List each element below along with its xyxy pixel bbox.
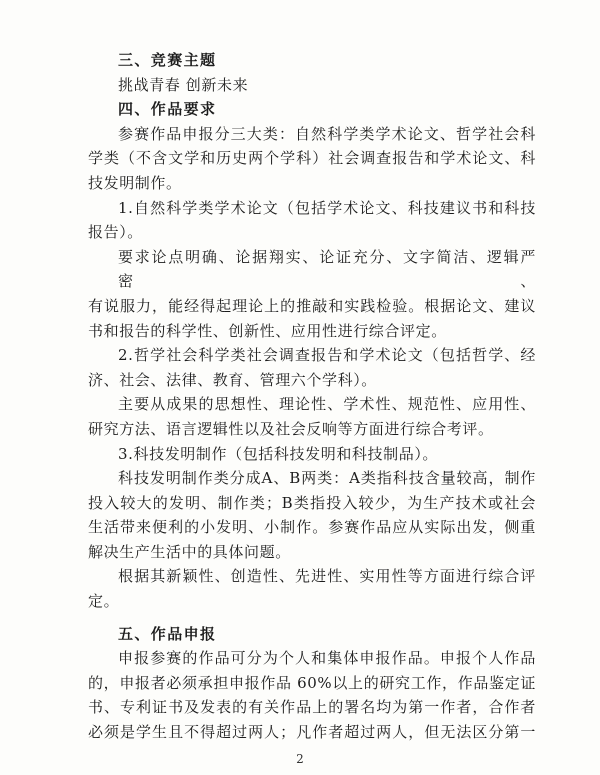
paragraph-line: 研究方法、语言逻辑性以及社会反响等方面进行综合考评。 <box>88 419 494 438</box>
paragraph-line: 投入较大的发明、制作类；B类指投入较少，为生产技术或社会 <box>88 493 536 512</box>
list-item-invention: 3.科技发明制作（包括科技发明和科技制品）。 <box>118 444 439 463</box>
document-body <box>88 48 536 745</box>
paragraph-line: 要求论点明确、论据翔实、论证充分、文字简洁、逻辑严密、 <box>118 247 536 291</box>
paragraph-line: 科技发明制作类分成A、B两类：A类指科技含量较高，制作 <box>118 469 536 488</box>
paragraph-line: 定。 <box>88 592 120 611</box>
paragraph-line: 参赛作品申报分三大类：自然科学类学术论文、哲学社会科 <box>118 124 536 143</box>
paragraph-line: 书和报告的科学性、创新性、应用性进行综合评定。 <box>88 321 447 340</box>
paragraph-line: 申报参赛的作品可分为个人和集体申报作品。申报个人作品 <box>118 649 536 668</box>
theme-text: 挑战青春 创新未来 <box>118 75 249 94</box>
paragraph-line: 技发明制作。 <box>88 173 182 192</box>
section-heading-requirements: 四、作品要求 <box>118 100 217 119</box>
list-item-social-science: 2.哲学社会科学类社会调查报告和学术论文（包括哲学、经 <box>118 346 536 365</box>
paragraph-line: 有说服力，能经得起理论上的推敲和实践检验。根据论文、建议 <box>88 296 536 315</box>
list-item-natural-science: 1.自然科学类学术论文（包括学术论文、科技建议书和科技 <box>118 198 536 217</box>
paragraph-line: 报告）。 <box>88 223 143 242</box>
paragraph-line: 的，申报者必须承担申报作品 60%以上的研究工作，作品鉴定证 <box>88 673 536 692</box>
paragraph-line: 主要从成果的思想性、理论性、学术性、规范性、应用性、 <box>118 395 536 414</box>
page-number: 2 <box>296 752 304 766</box>
paragraph-line: 必须是学生且不得超过两人；凡作者超过两人，但无法区分第一 <box>88 723 536 742</box>
paragraph-line: 生活带来便利的小发明、小制作。参赛作品应从实际出发，侧重 <box>88 518 536 537</box>
paragraph-line: 学类（不含文学和历史两个学科）社会调查报告和学术论文、科 <box>88 149 536 168</box>
section-gap <box>88 614 536 622</box>
paragraph-line: 书、专利证书及发表的有关作品上的署名均为第一作者，合作者 <box>88 698 536 717</box>
paragraph-line: 根据其新颖性、创造性、先进性、实用性等方面进行综合评 <box>118 567 536 586</box>
section-heading-theme: 三、竞赛主题 <box>118 51 217 69</box>
section-heading-submission: 五、作品申报 <box>118 624 217 643</box>
paragraph-line: 济、社会、法律、教育、管理六个学科）。 <box>88 370 377 389</box>
paragraph-line: 解决生产生活中的具体问题。 <box>88 542 291 561</box>
